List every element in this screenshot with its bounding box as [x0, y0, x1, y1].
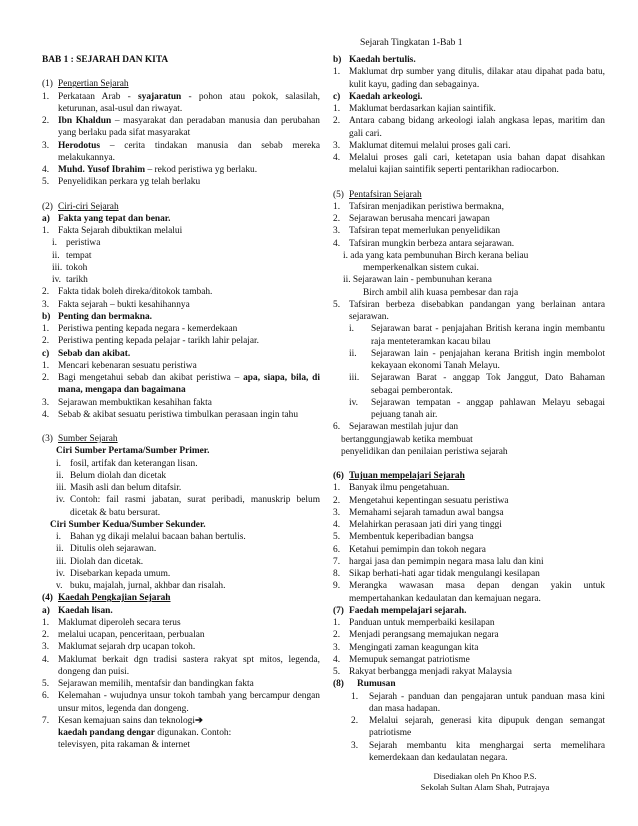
- section-heading: (6) Tujuan mempelajari Sejarah: [333, 470, 605, 482]
- list-item: 1. Maklumat diperoleh secara terus: [42, 617, 181, 628]
- list-item: 6. Kelemahan - wujudnya unsur tokoh tambah yang bercampur dengan unsur mitos, legenda dan dongeng.: [42, 691, 320, 714]
- section-heading: (5) Pentafsiran Sejarah: [333, 189, 605, 201]
- list-item: 3. Tafsiran tepat memerlukan penyelidikan: [333, 226, 501, 237]
- list-item: 7. hargai jasa dan pemimpin negara masa lalu dan kini: [333, 556, 544, 567]
- footer-school: Sekolah Sultan Alam Shah, Putrajaya: [420, 782, 550, 792]
- sub-list-item: ii. Sejarawan lain - pembunuhan kerana: [343, 275, 492, 286]
- list-item: 1. Maklumat drp sumber yang ditulis, dilakar atau dipahat pada batu, kulit kayu, gading dan sebagainya.: [333, 67, 605, 90]
- sub-list-item: iv. tarikh: [52, 275, 88, 285]
- sub-list-item: ii. Ditulis oleh sejarawan.: [56, 544, 157, 555]
- sub-list-item: memperkenalkan sistem cukai.: [363, 263, 479, 273]
- section-title: Pentafsiran Sejarah: [349, 189, 422, 200]
- section-title: Faedah mempelajari sejarah.: [349, 605, 467, 616]
- list-item: 3. Sejarah membantu kita menghargai serta memelihara kemerdekaan dan kedaulatan negara.: [351, 740, 605, 763]
- list-item: 3. Fakta sejarah – bukti kesahihannya: [42, 299, 190, 310]
- subsection-heading: c) Sebab dan akibat.: [42, 348, 131, 359]
- sub-list-item: i. Bahan yg dikaji melalui bacaan bahan bertulis.: [56, 532, 246, 542]
- list-item: 2. melalui ucapan, penceritaan, perbualan: [42, 630, 205, 640]
- list-item: 3. Mengingati zaman keagungan kita: [333, 642, 479, 653]
- list-item: 2. Antara cabang bidang arkeologi ialah angkasa lepas, maritim dan gali cari.: [333, 116, 605, 139]
- list-item: 4. Memupuk semangat patriotisme: [333, 654, 470, 665]
- subsection-heading: Ciri Sumber Kedua/Sumber Sekunder.: [50, 519, 206, 530]
- list-item: 1. Mencari kebenaran sesuatu peristiwa: [42, 360, 197, 371]
- list-item: 5. Rakyat berbangga menjadi rakyat Malaysia: [333, 667, 512, 677]
- section-title: Rumusan: [357, 679, 396, 690]
- subsection-heading: a) Kaedah lisan.: [42, 605, 113, 616]
- list-item: 1. Banyak ilmu pengetahuan.: [333, 483, 450, 494]
- subsection-heading: b) Kaedah bertulis.: [333, 55, 416, 65]
- sub-list-item: iii. tokoh: [52, 262, 88, 273]
- list-item: 2. Bagi mengetahui sebab dan akibat peristiwa – apa, siapa, bila, di mana, mengapa dan bagaimana: [42, 373, 320, 396]
- section-title: Sumber Sejarah: [58, 434, 118, 444]
- chapter-title: BAB 1 : SEJARAH DAN KITA: [42, 55, 169, 65]
- list-item: 4. Sebab & akibat sesuatu peristiwa timbulkan perasaan ingin tahu: [42, 409, 299, 420]
- section-heading: (8) Rumusan: [333, 678, 605, 690]
- sub-list-item: iii. Masih asli dan belum ditafsir.: [56, 483, 182, 493]
- sub-list-item: i. Sejarawan barat - penjajahan British kerana ingin membantu raja menteteramkan kacau bilau: [349, 324, 605, 347]
- right-column: [333, 54, 605, 764]
- list-item: 1. Panduan untuk memperbaiki kesilapan: [333, 618, 495, 628]
- left-column: [42, 54, 320, 752]
- list-item: 4. Melalui proses gali cari, ketetapan usia bahan dapat disahkan melalui kajian saintifik seperti pentarikhan radiocarbon.: [333, 153, 605, 176]
- sub-list-item: iii. Sejarawan Barat - anggap Tok Janggut, Dato Bahaman sebagai pemberontak.: [349, 373, 605, 396]
- list-item: 1. Perkataan Arab - syajaratun - pohon atau pokok, salasilah, keturunan, asal-usul dan riwayat.: [42, 91, 320, 114]
- list-item: 2. Ibn Khaldun – masyarakat dan peradaban manusia dan perubahan yang berlaku pada sifat masyarakat: [42, 116, 320, 139]
- list-item: 5. Membentuk keperibadian bangsa: [333, 532, 474, 543]
- list-item: 3. Maklumat ditemui melalui proses gali cari.: [333, 140, 511, 151]
- list-item: 2. Sejarawan berusaha mencari jawapan: [333, 214, 490, 224]
- footer-author: Disediakan oleh Pn Khoo P.S.: [433, 771, 537, 781]
- list-item-continuation: bertanggungjawab ketika membuat: [341, 434, 473, 445]
- list-item-continuation: penyelidikan dan penilaian peristiwa sejarah: [341, 446, 508, 457]
- list-item: 2. Fakta tidak boleh direka/ditokok tambah.: [42, 287, 213, 298]
- list-item: 3. Sejarawan membuktikan kesahihan fakta: [42, 397, 212, 408]
- page-footer: [390, 771, 580, 793]
- list-item: 6. Sejarawan mestilah jujur dan: [333, 422, 459, 433]
- section-heading: (7) Faedah mempelajari sejarah.: [333, 605, 605, 617]
- page-header: Sejarah Tingkatan 1-Bab 1: [360, 37, 463, 48]
- section-title: Pengertian Sejarah: [58, 79, 129, 90]
- list-item: 2. Mengetahui kepentingan sesuatu peristiwa: [333, 495, 509, 506]
- list-item: 2. Menjadi perangsang memajukan negara: [333, 630, 499, 641]
- list-item: 8. Sikap berhati-hati agar tidak mengulangi kesilapan: [333, 569, 540, 579]
- sub-list-item: i. peristiwa: [52, 238, 101, 249]
- list-item: 7. Kesan kemajuan sains dan teknologi➔ kaedah pandang dengar digunakan. Contoh: televisyen, pita rakaman & internet: [42, 715, 232, 751]
- section-title: Tujuan mempelajari Sejarah: [349, 471, 465, 481]
- section-heading: (3) Sumber Sejarah: [42, 433, 320, 445]
- list-item: 5. Sejarawan memilih, mentafsir dan bandingkan fakta: [42, 679, 254, 689]
- list-item: 3. Memahami sejarah tamadun awal bangsa: [333, 507, 504, 518]
- section-heading: (2) Ciri-ciri Sejarah: [42, 201, 320, 213]
- section-title: Ciri-ciri Sejarah: [58, 201, 119, 212]
- subsection-heading: c) Kaedah arkeologi.: [333, 91, 423, 102]
- list-item: 5. Tafsiran berbeza disebabkan pandangan yang berlainan antara sejarawan.: [333, 299, 605, 322]
- section-title: Kaedah Pengkajian Sejarah: [58, 593, 171, 604]
- sub-list-item: iv. Contoh: fail rasmi jabatan, surat peribadi, manuskrip belum dicetak & batu bersurat.: [56, 495, 320, 518]
- subsection-heading: Ciri Sumber Pertama/Sumber Primer.: [56, 446, 210, 457]
- list-item: 9. Merangka wawasan masa depan dengan yakin untuk mempertahankan kedaulatan dan kemajuan negara.: [333, 581, 605, 604]
- sub-list-item: iii. Diolah dan dicetak.: [56, 556, 144, 567]
- list-item: 4. Tafsiran mungkin berbeza antara sejarawan.: [333, 238, 515, 249]
- list-item: 1. Peristiwa penting kepada negara - kemerdekaan: [42, 324, 238, 334]
- subsection-heading: a) Fakta yang tepat dan benar.: [42, 213, 171, 224]
- sub-list-item: ii. Sejarawan lain - penjajahan kerana British ingin membolot kekayaan ekonomi Tanah Melayu.: [349, 348, 605, 371]
- list-item: 1. Maklumat berdasarkan kajian saintifik.: [333, 104, 496, 114]
- sub-list-item: i. ada yang kata pembunuhan Birch kerana beliau: [343, 250, 529, 261]
- section-heading: (4) Kaedah Pengkajian Sejarah: [42, 592, 320, 604]
- list-item: 1. Sejarah - panduan dan pengajaran untuk panduan masa kini dan masa hadapan.: [351, 691, 605, 714]
- sub-list-item: i. fosil, artifak dan keterangan lisan.: [56, 458, 198, 469]
- list-item: 1. Fakta Sejarah dibuktikan melalui: [42, 226, 183, 236]
- sub-list-item: iv. Sejarawan tempatan - anggap pahlawan Melayu sebagai pejuang tanah air.: [349, 397, 605, 420]
- arrow-right-icon: ➔: [194, 715, 203, 726]
- sub-list-item: Birch ambil alih kuasa pembesar dan raja: [363, 287, 519, 298]
- list-item: 6. Ketahui pemimpin dan tokoh negara: [333, 544, 486, 555]
- list-item: 4. Melahirkan perasaan jati diri yang tinggi: [333, 520, 502, 530]
- list-item: 1. Tafsiran menjadikan peristiwa bermakna,: [333, 201, 505, 212]
- list-item: 3. Herodotus – cerita tindakan manusia dan sebab mereka melakukannya.: [42, 140, 320, 163]
- sub-list-item: ii. tempat: [52, 250, 92, 261]
- list-item: 4. Muhd. Yusof Ibrahim – rekod peristiwa yg berlaku.: [42, 165, 258, 175]
- list-item: 5. Penyelidikan perkara yg telah berlaku: [42, 177, 201, 188]
- sub-list-item: iv. Disebarkan kepada umum.: [56, 568, 171, 579]
- list-item: 3. Maklumat sejarah drp ucapan tokoh.: [42, 642, 196, 653]
- subsection-heading: b) Penting dan bermakna.: [42, 311, 153, 322]
- list-item: 2. Peristiwa penting kepada pelajar - tarikh lahir pelajar.: [42, 336, 259, 347]
- list-item: 2. Melalui sejarah, generasi kita dipupuk dengan semangat patriotisme: [351, 716, 605, 739]
- sub-list-item: v. buku, majalah, jurnal, akhbar dan risalah.: [56, 581, 226, 591]
- sub-list-item: ii. Belum diolah dan dicetak: [56, 470, 167, 481]
- list-item: 4. Maklumat berkait dgn tradisi sastera rakyat spt mitos, legenda, dongeng dan puisi.: [42, 654, 320, 677]
- section-heading: (1) Pengertian Sejarah: [42, 78, 320, 90]
